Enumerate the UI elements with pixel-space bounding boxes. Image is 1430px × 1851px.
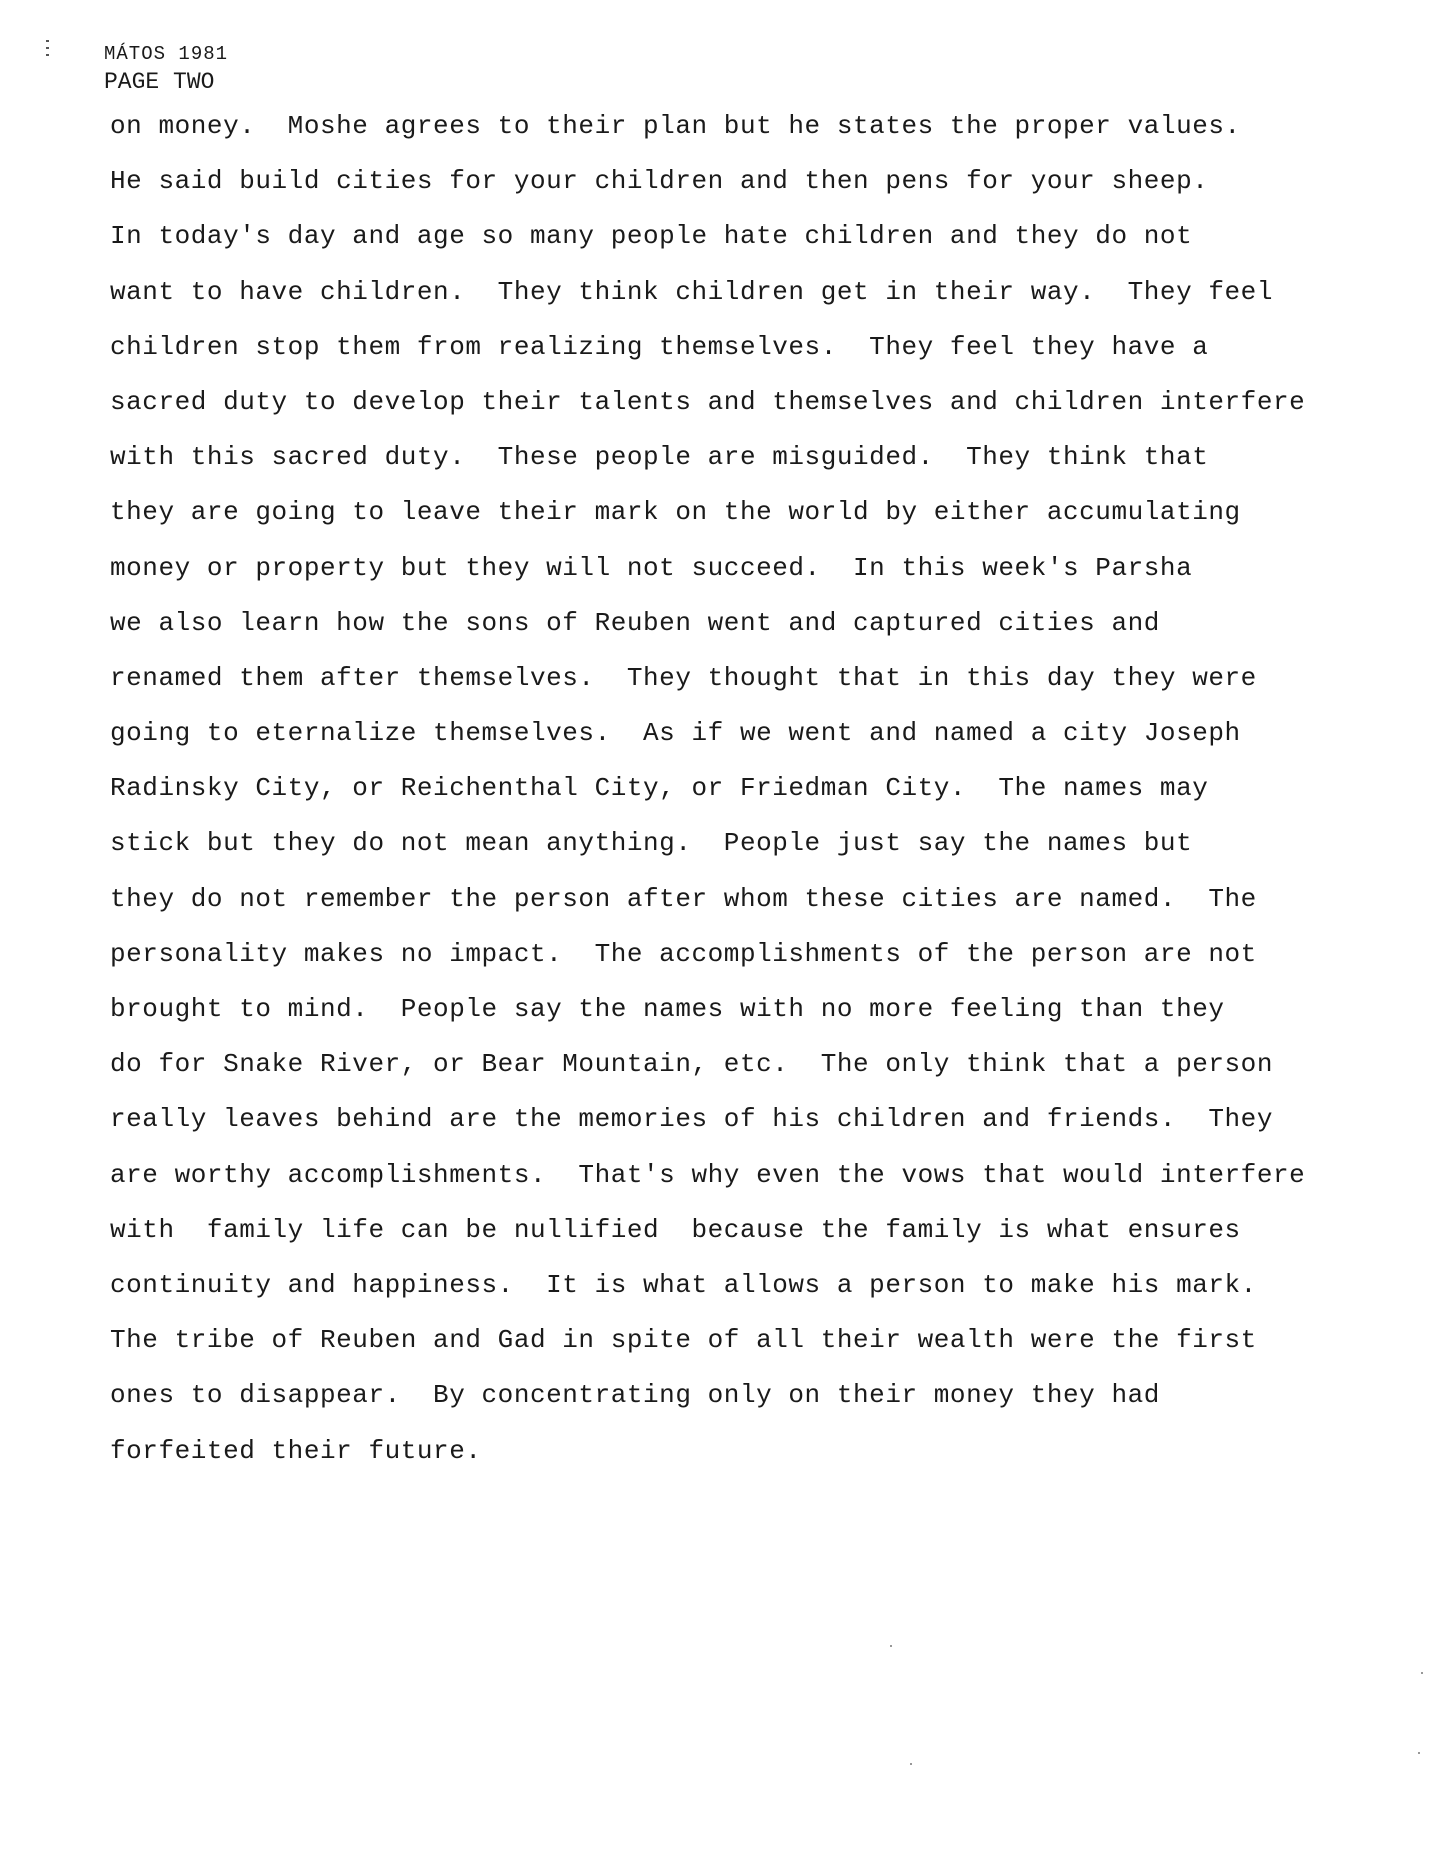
text-line: really leaves behind are the memories of his children and friends. They [110,1104,1273,1135]
header-title: MÁTOS 1981 [104,43,229,65]
scan-speck [1418,1752,1420,1754]
text-line: children stop them from realizing themselves. They feel they have a [110,331,1209,362]
text-line: ones to disappear. By concentrating only on their money they had [110,1380,1160,1411]
text-line: forfeited their future. [110,1435,482,1466]
page-header [104,40,228,96]
punch-mark [46,40,52,64]
text-line: In today's day and age so many people hate children and they do not [110,221,1193,252]
text-line: sacred duty to develop their talents and themselves and children interfere [110,386,1306,417]
text-line: are worthy accomplishments. That's why even the vows that would interfere [110,1159,1306,1190]
scan-speck [1421,1672,1423,1674]
text-line: with family life can be nullified because the family is what ensures [110,1214,1241,1245]
text-line: they are going to leave their mark on the world by either accumulating [110,497,1241,528]
scan-speck [890,1645,892,1647]
text-line: money or property but they will not succeed. In this week's Parsha [110,552,1193,583]
header-page-number: PAGE TWO [104,69,215,95]
body-text [110,113,1370,1493]
text-line: stick but they do not mean anything. People just say the names but [110,828,1193,859]
text-line: personality makes no impact. The accomplishments of the person are not [110,938,1257,969]
text-line: we also learn how the sons of Reuben went and captured cities and [110,607,1160,638]
text-line: continuity and happiness. It is what allows a person to make his mark. [110,1269,1257,1300]
text-line: do for Snake River, or Bear Mountain, etc. The only think that a person [110,1049,1273,1080]
text-line: renamed them after themselves. They thought that in this day they were [110,662,1257,693]
text-line: on money. Moshe agrees to their plan but he states the proper values. [110,111,1241,141]
text-line: He said build cities for your children and then pens for your sheep. [110,166,1209,197]
text-line: with this sacred duty. These people are misguided. They think that [110,442,1209,473]
text-line: The tribe of Reuben and Gad in spite of all their wealth were the first [110,1325,1257,1356]
text-line: want to have children. They think children get in their way. They feel [110,276,1273,307]
text-line: Radinsky City, or Reichenthal City, or Friedman City. The names may [110,773,1209,804]
text-line: brought to mind. People say the names with no more feeling than they [110,994,1225,1024]
text-line: they do not remember the person after whom these cities are named. The [110,883,1257,914]
text-line: going to eternalize themselves. As if we went and named a city Joseph [110,718,1241,749]
scan-speck [910,1763,912,1765]
